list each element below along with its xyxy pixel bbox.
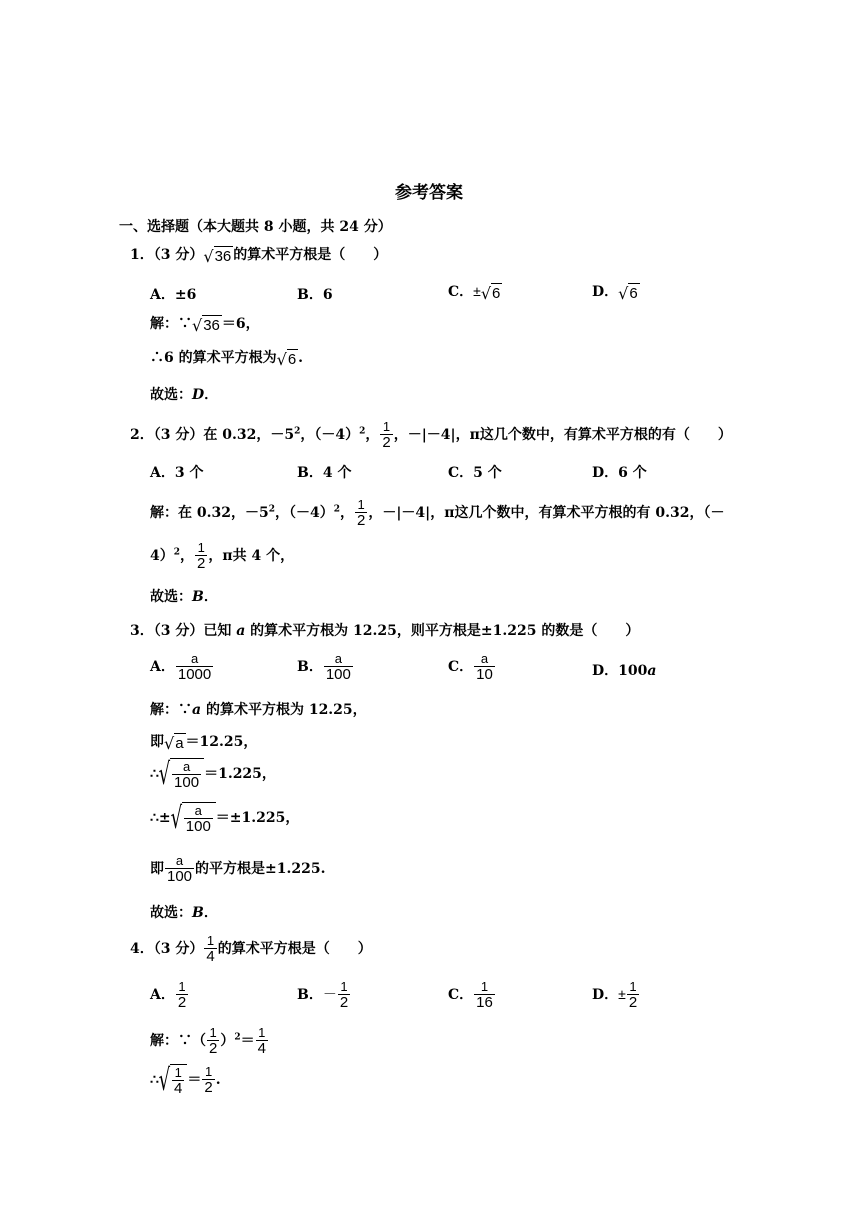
q3-solution-line2: 即 √ a ＝12.25， [150,733,258,753]
q3-option-b: B． $\frac{a}{100}$ [297,651,351,683]
q3-solution-line5: 即 $\frac{a}{100}$ 的平方根是±1.225. [150,853,326,885]
question-4-stem: 4．（3 分） $\frac{1}{4}$ 的算术平方根是（ ） [130,933,372,965]
q2-option-d: D．6 个 [592,465,647,481]
q3-option-c: C． $\frac{a}{10}$ [448,651,493,683]
question-3-stem: 3．（3 分）已知 a 的算术平方根为 12.25，则平方根是±1.225 的数是（ ） [130,623,640,639]
q3-solution-line3: ∴ √ $\frac{a}{100}$ ＝1.225， [150,757,276,793]
q4-option-c: C． $\frac{1}{16}$ [448,979,493,1011]
q4-solution-line2: ∴ √ $\frac{1}{4}$ ＝ $\frac{1}{2}$ . [150,1063,221,1099]
q2-option-b: B．4 个 [297,465,352,481]
q2-solution-line2: 4）$^2$， $\frac{1}{2}$ ，π共 4 个， [150,540,295,572]
section-heading: 一、选择题（本大题共 8 小题，共 24 分） [119,219,392,235]
q1-option-a: A．±6 [150,287,197,303]
q2-option-c: C．5 个 [448,465,502,481]
q4-option-b: B．－ $\frac{1}{2}$ [297,979,349,1011]
q1-option-d: D． √ 6 [592,283,638,303]
q3-option-d: D．100a [592,663,657,679]
q4-solution-line1: 解：∵（ $\frac{1}{2}$ ）$^2$＝ $\frac{1}{4}$ [150,1025,266,1057]
sqrt-symbol: √ 36 [203,246,232,266]
q2-solution-line1: 解：在 0.32，$-5^2$，$(-4)^2$， $\frac{1}{2}$ ，－|－4|，π这几个数中，有算术平方根的有 0.32，（－ [150,497,725,529]
q1-option-b: B．6 [297,287,333,303]
q3-solution-line1: 解：∵a 的算术平方根为 12.25， [150,702,367,718]
q4-option-a: A． $\frac{1}{2}$ [150,979,187,1011]
q3-answer: 故选：B． [150,905,218,921]
question-number: 1．（3 分） [130,247,204,263]
page-title: 参考答案 [395,183,463,203]
q4-option-d: D．± $\frac{1}{2}$ [592,979,638,1011]
stem-text: 的算术平方根是（ ） [233,247,388,263]
q1-solution-line1: 解：∵ √ 36 ＝6， [150,315,260,335]
q1-answer: 故选：D． [150,387,219,403]
question-2-stem: 2．（3 分）在 0.32，$-5^2$，$(-4)^2$， $\frac{1}{2}$ ，－|－4|，π这几个数中，有算术平方根的有（ ） [130,419,732,451]
q3-solution-line4: ∴± √ $\frac{a}{100}$ ＝±1.225， [150,801,300,837]
q1-option-c: C．± √ 6 [448,283,501,303]
q2-answer: 故选：B． [150,589,218,605]
q2-option-a: A．3 个 [150,465,204,481]
q1-solution-line2: ∴6 的算术平方根为 √ 6 . [150,349,304,369]
question-1-stem [130,244,387,265]
q3-option-a: A． $\frac{a}{1000}$ [150,651,212,683]
